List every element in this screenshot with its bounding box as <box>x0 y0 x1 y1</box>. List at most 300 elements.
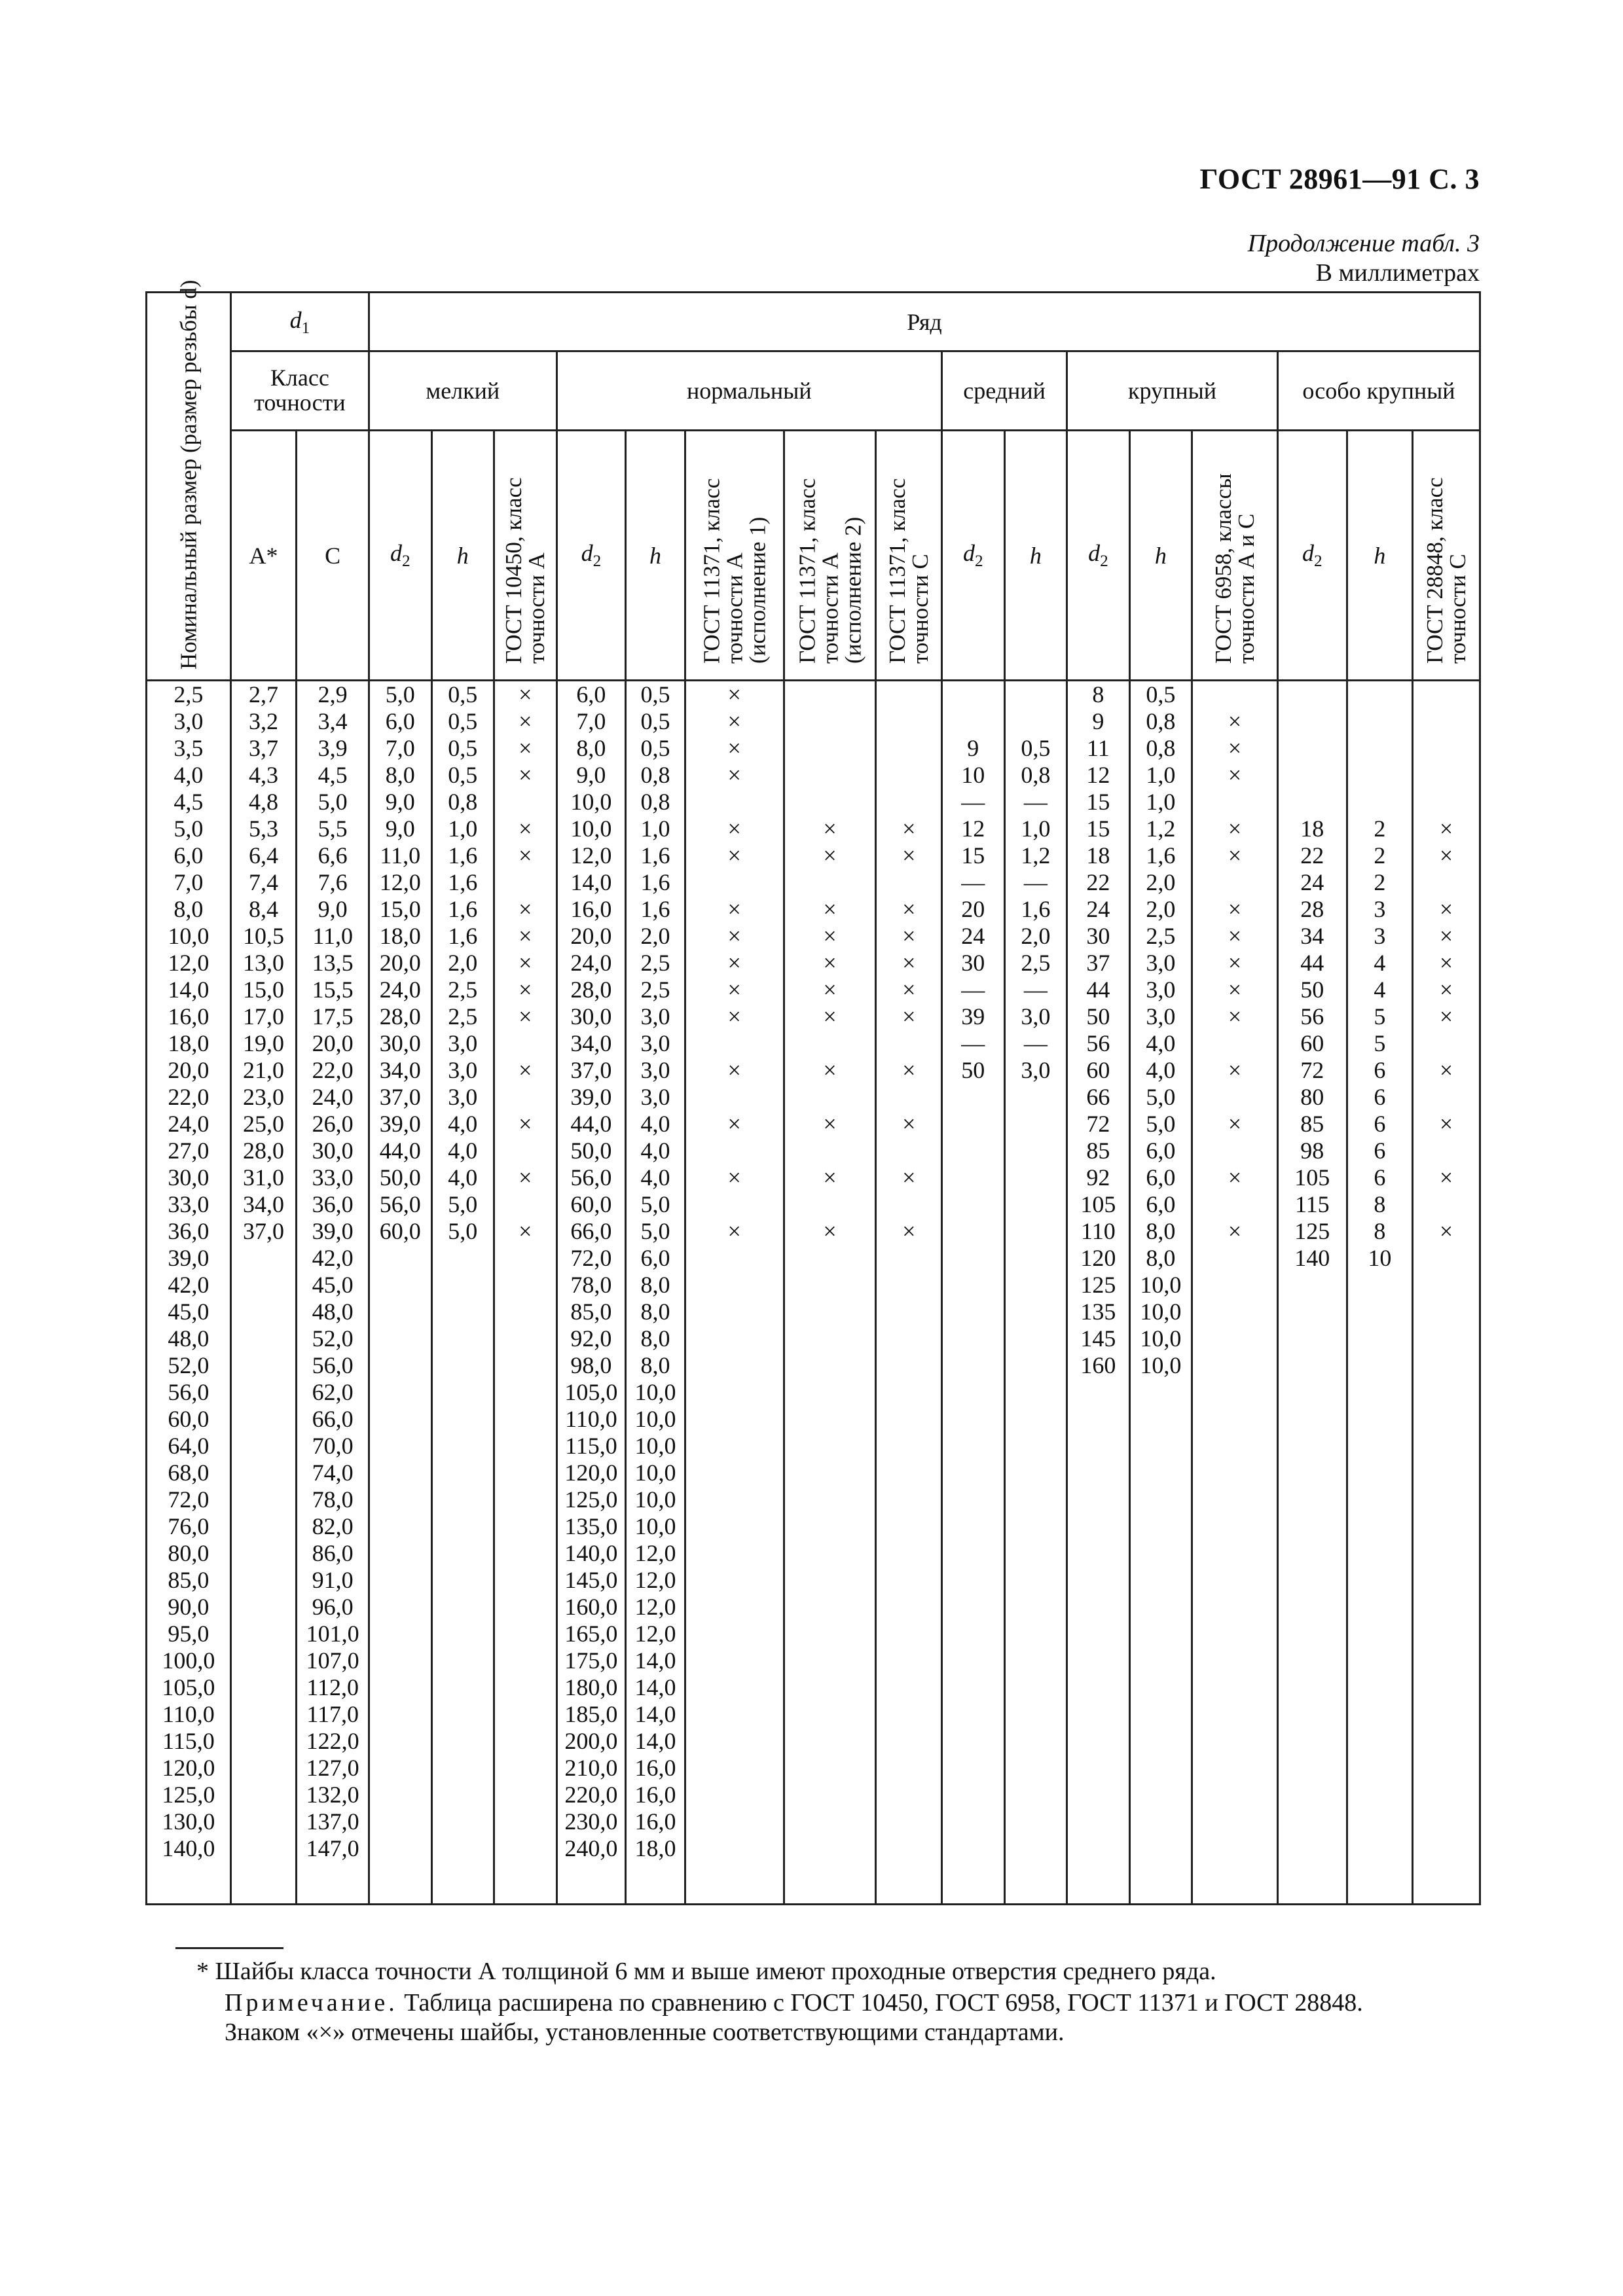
cell-large-h: 2,0 <box>1146 896 1176 922</box>
cell-nominal: 7,0 <box>173 869 204 895</box>
cell-norm-h: 0,5 <box>640 708 670 734</box>
cell-extra-h <box>1348 789 1412 816</box>
cell-c: 24,0 <box>312 1084 354 1110</box>
cell-fine-g <box>495 1191 556 1218</box>
cell-a: 2,7 <box>249 681 279 708</box>
footnote: * Шайбы класса точности А толщиной 6 мм и выше имеют проходные отверстия среднего ряда. <box>196 1958 1216 1985</box>
cell-med-h: — <box>1023 977 1048 1003</box>
cell-med-d2: 15 <box>961 842 985 869</box>
cell-norm-gc <box>877 1191 941 1218</box>
cell-c: 42,0 <box>312 1245 354 1271</box>
cell-a: 10,5 <box>243 923 285 949</box>
cell-extra-d2: 60 <box>1300 1030 1324 1056</box>
cell-nominal: 45,0 <box>168 1299 210 1325</box>
cell-fine-g: × <box>519 762 532 788</box>
cell-norm-gc <box>877 681 941 708</box>
cell-norm-d2: 120,0 <box>564 1460 618 1486</box>
cell-fine-d2: 15,0 <box>379 896 421 922</box>
cell-med-h: 1,6 <box>1021 896 1051 922</box>
cell-med-h: 2,5 <box>1021 950 1051 976</box>
row-header: Ряд <box>369 293 1480 351</box>
cell-nominal: 18,0 <box>168 1030 210 1056</box>
cell-norm-g1: × <box>727 1218 741 1244</box>
cell-c: 137,0 <box>306 1808 359 1835</box>
cell-fine-d2: 39,0 <box>379 1111 421 1137</box>
cell-med-h: 1,2 <box>1021 842 1051 869</box>
cell-a: 7,4 <box>249 869 279 895</box>
cell-large-h: 0,8 <box>1146 735 1176 761</box>
cell-norm-gc: × <box>902 816 916 842</box>
cell-norm-gc <box>877 1084 941 1111</box>
table-continuation: Продолжение табл. 3 <box>1247 230 1480 257</box>
cell-norm-h: 0,8 <box>640 789 670 815</box>
cell-nominal: 3,5 <box>173 735 204 761</box>
cell-norm-d2: 115,0 <box>565 1433 617 1459</box>
cell-extra-g: × <box>1439 1003 1453 1030</box>
cell-norm-h: 10,0 <box>634 1486 676 1513</box>
col-extra-h <box>1347 681 1413 1905</box>
cell-a: 4,3 <box>249 762 279 788</box>
cell-c: 36,0 <box>312 1191 354 1217</box>
cell-norm-gc: × <box>902 1111 916 1137</box>
cell-nominal: 16,0 <box>168 1003 210 1030</box>
cell-norm-d2: 175,0 <box>564 1647 618 1674</box>
cell-nominal: 48,0 <box>168 1325 210 1352</box>
cell-a: 19,0 <box>243 1030 285 1056</box>
group-normal: нормальный <box>556 351 941 431</box>
cell-c: 26,0 <box>312 1111 354 1137</box>
cell-norm-d2: 10,0 <box>570 816 612 842</box>
cell-nominal: 20,0 <box>168 1057 210 1083</box>
cell-c: 11,0 <box>312 923 353 949</box>
col-fine-gost <box>494 681 557 1905</box>
cell-large-d2: 24 <box>1086 896 1110 922</box>
cell-large-h: 3,0 <box>1146 1003 1176 1030</box>
cell-fine-g: × <box>519 950 532 976</box>
cell-nominal: 36,0 <box>168 1218 210 1244</box>
cell-med-d2: 50 <box>961 1057 985 1083</box>
cell-extra-h <box>1348 708 1412 735</box>
cell-fine-h: 1,6 <box>448 842 478 869</box>
cell-large-h: 1,0 <box>1146 789 1176 815</box>
cell-large-g: × <box>1228 923 1242 949</box>
cell-nominal: 10,0 <box>168 923 210 949</box>
cell-extra-d2: 140 <box>1294 1245 1330 1271</box>
cell-norm-g2: × <box>823 1111 837 1137</box>
cell-norm-d2: 30,0 <box>570 1003 612 1030</box>
nominal-size-header: Номинальный размер (размер резьбы d) <box>147 293 231 681</box>
cell-norm-d2: 135,0 <box>564 1513 618 1539</box>
cell-norm-g2 <box>785 869 875 896</box>
col-fine-h <box>431 681 494 1905</box>
cell-c: 5,0 <box>318 789 348 815</box>
cell-norm-d2: 8,0 <box>576 735 606 761</box>
cell-extra-h: 5 <box>1374 1030 1386 1056</box>
cell-med-d2: 24 <box>961 923 985 949</box>
cell-a: 4,8 <box>249 789 279 815</box>
cell-med-d2: — <box>961 1030 985 1056</box>
cell-norm-g1: × <box>727 735 741 761</box>
cell-norm-d2: 78,0 <box>570 1272 612 1298</box>
cell-nominal: 90,0 <box>168 1594 210 1620</box>
cell-large-d2: 44 <box>1086 977 1110 1003</box>
cell-norm-g2: × <box>823 1057 837 1083</box>
group-large: крупный <box>1067 351 1278 431</box>
cell-fine-g: × <box>519 1003 532 1030</box>
cell-large-h: 5,0 <box>1146 1111 1176 1137</box>
norm-gost11371-2-header: ГОСТ 11371, класс точности А (исполнение 2) <box>784 431 876 681</box>
note <box>225 1988 1501 2017</box>
cell-a: 31,0 <box>243 1164 285 1191</box>
cell-norm-g1: × <box>727 1164 741 1191</box>
cell-norm-g1: × <box>727 923 741 949</box>
cell-extra-g <box>1413 708 1479 735</box>
cell-fine-g <box>495 869 556 896</box>
cell-norm-d2: 110,0 <box>565 1406 617 1432</box>
cell-c: 147,0 <box>306 1835 359 1861</box>
cell-fine-h: 1,0 <box>448 816 478 842</box>
cell-med-h: 0,5 <box>1021 735 1051 761</box>
cell-c: 101,0 <box>306 1621 359 1647</box>
cell-nominal: 100,0 <box>162 1647 215 1674</box>
cell-extra-h <box>1348 681 1412 708</box>
cell-norm-gc: × <box>902 1218 916 1244</box>
cell-large-h: 1,2 <box>1146 816 1176 842</box>
cell-extra-g: × <box>1439 1057 1453 1083</box>
cell-fine-g <box>495 1138 556 1164</box>
col-norm-gost1 <box>685 681 784 1905</box>
cell-norm-g2: × <box>823 1164 837 1191</box>
col-fine-d2 <box>369 681 431 1905</box>
cell-large-h: 10,0 <box>1140 1272 1182 1298</box>
cell-c: 33,0 <box>312 1164 354 1191</box>
cell-norm-g1: × <box>727 708 741 734</box>
cell-norm-g1: × <box>727 842 741 869</box>
cell-large-h: 0,5 <box>1146 681 1176 708</box>
cell-norm-g1 <box>686 1191 783 1218</box>
cell-med-h: — <box>1023 789 1048 815</box>
cell-med-h <box>1006 708 1067 735</box>
cell-med-d2 <box>943 708 1004 735</box>
cell-c: 96,0 <box>312 1594 354 1620</box>
cell-med-h: — <box>1023 1030 1048 1056</box>
cell-large-g: × <box>1228 708 1242 734</box>
cell-fine-h: 1,6 <box>448 896 478 922</box>
cell-fine-h: 0,8 <box>448 789 478 815</box>
cell-a: 28,0 <box>243 1138 285 1164</box>
cell-extra-d2 <box>1279 762 1346 789</box>
cell-c: 132,0 <box>306 1782 359 1808</box>
cell-fine-d2: 44,0 <box>379 1138 421 1164</box>
cell-large-g: × <box>1228 1057 1242 1083</box>
cell-norm-h: 10,0 <box>634 1379 676 1405</box>
cell-med-h: — <box>1023 869 1048 895</box>
large-h-header: h <box>1129 431 1192 681</box>
cell-large-h: 1,0 <box>1146 762 1176 788</box>
cell-c: 45,0 <box>312 1272 354 1298</box>
cell-c: 70,0 <box>312 1433 354 1459</box>
cell-c: 86,0 <box>312 1540 354 1566</box>
cell-norm-d2: 165,0 <box>564 1621 618 1647</box>
cell-nominal: 12,0 <box>168 950 210 976</box>
cell-nominal: 30,0 <box>168 1164 210 1191</box>
cell-fine-g: × <box>519 816 532 842</box>
cell-a: 37,0 <box>243 1218 285 1244</box>
cell-norm-h: 8,0 <box>640 1325 670 1352</box>
cell-norm-gc <box>877 869 941 896</box>
cell-a: 15,0 <box>243 977 285 1003</box>
cell-extra-g <box>1413 762 1479 789</box>
cell-c: 9,0 <box>318 896 348 922</box>
large-d2-header: $d_2$ <box>1067 431 1130 681</box>
cell-large-g: × <box>1228 762 1242 788</box>
cell-med-h: 3,0 <box>1021 1003 1051 1030</box>
cell-norm-g1: × <box>727 681 741 708</box>
cell-norm-d2: 6,0 <box>576 681 606 708</box>
cell-norm-d2: 14,0 <box>570 869 612 895</box>
cell-med-d2: 9 <box>967 735 979 761</box>
col-nominal <box>147 681 231 1905</box>
col-large-h <box>1129 681 1192 1905</box>
cell-a: 17,0 <box>243 1003 285 1030</box>
cell-extra-h: 8 <box>1374 1218 1386 1244</box>
cell-norm-h: 16,0 <box>634 1808 676 1835</box>
cell-extra-g <box>1413 1191 1479 1218</box>
cell-large-d2: 145 <box>1080 1325 1116 1352</box>
cell-norm-gc <box>877 1030 941 1057</box>
cell-fine-g: × <box>519 923 532 949</box>
cell-norm-h: 8,0 <box>640 1352 670 1378</box>
cell-c: 7,6 <box>318 869 348 895</box>
footnote-rule <box>175 1947 283 1949</box>
cell-large-g: × <box>1228 977 1242 1003</box>
cell-a: 25,0 <box>243 1111 285 1137</box>
cell-extra-d2: 115 <box>1294 1191 1330 1217</box>
cell-med-d2: — <box>961 977 985 1003</box>
cell-nominal: 39,0 <box>168 1245 210 1271</box>
cell-med-d2: 12 <box>961 816 985 842</box>
cell-norm-g2 <box>785 762 875 789</box>
cell-nominal: 125,0 <box>162 1782 215 1808</box>
cell-extra-g: × <box>1439 842 1453 869</box>
cell-fine-h: 3,0 <box>448 1030 478 1056</box>
cell-norm-gc: × <box>902 1164 916 1191</box>
cell-norm-g1 <box>686 1138 783 1164</box>
cell-fine-d2: 30,0 <box>379 1030 421 1056</box>
cell-norm-g1: × <box>727 816 741 842</box>
cell-norm-gc: × <box>902 950 916 976</box>
cell-extra-g <box>1413 869 1479 896</box>
cell-c: 127,0 <box>306 1755 359 1781</box>
cell-c: 56,0 <box>312 1352 354 1378</box>
cell-norm-g2: × <box>823 1218 837 1244</box>
col-large-d2 <box>1067 681 1130 1905</box>
cell-nominal: 24,0 <box>168 1111 210 1137</box>
col-norm-d2 <box>556 681 626 1905</box>
cell-nominal: 120,0 <box>162 1755 215 1781</box>
cell-norm-d2: 60,0 <box>570 1191 612 1217</box>
cell-norm-g2 <box>785 735 875 762</box>
cell-fine-g: × <box>519 896 532 922</box>
cell-norm-d2: 210,0 <box>564 1755 618 1781</box>
cell-extra-g: × <box>1439 923 1453 949</box>
cell-extra-h: 2 <box>1374 816 1386 842</box>
cell-fine-g <box>495 1084 556 1111</box>
cell-large-h: 2,5 <box>1146 923 1176 949</box>
cell-large-d2: 9 <box>1092 708 1104 734</box>
col-large-gost <box>1192 681 1278 1905</box>
cell-fine-d2: 5,0 <box>385 681 415 708</box>
cell-extra-d2 <box>1279 789 1346 816</box>
cell-fine-h: 4,0 <box>448 1138 478 1164</box>
cell-med-h: 1,0 <box>1021 816 1051 842</box>
cell-c: 22,0 <box>312 1057 354 1083</box>
cell-nominal: 4,5 <box>173 789 204 815</box>
cell-norm-g1: × <box>727 762 741 788</box>
cell-norm-d2: 72,0 <box>570 1245 612 1271</box>
cell-norm-d2: 200,0 <box>564 1728 618 1754</box>
cell-large-d2: 66 <box>1086 1084 1110 1110</box>
cell-fine-g: × <box>519 842 532 869</box>
cell-norm-gc: × <box>902 842 916 869</box>
cell-fine-d2: 12,0 <box>379 869 421 895</box>
cell-extra-d2: 34 <box>1300 923 1324 949</box>
cell-extra-d2: 125 <box>1294 1218 1330 1244</box>
cell-extra-d2: 28 <box>1300 896 1324 922</box>
cell-norm-d2: 9,0 <box>576 762 606 788</box>
cell-c: 3,9 <box>318 735 348 761</box>
cell-c: 5,5 <box>318 816 348 842</box>
cell-fine-d2: 11,0 <box>380 842 421 869</box>
cell-large-h: 6,0 <box>1146 1191 1176 1217</box>
cell-norm-gc <box>877 762 941 789</box>
cell-norm-h: 3,0 <box>640 1030 670 1056</box>
cell-c: 17,5 <box>312 1003 354 1030</box>
cell-norm-g1 <box>686 1084 783 1111</box>
cell-nominal: 5,0 <box>173 816 204 842</box>
cell-nominal: 64,0 <box>168 1433 210 1459</box>
cell-fine-d2: 50,0 <box>379 1164 421 1191</box>
group-extra: особо крупный <box>1277 351 1480 431</box>
cell-norm-h: 14,0 <box>634 1701 676 1727</box>
cell-extra-d2: 44 <box>1300 950 1324 976</box>
cell-extra-d2 <box>1279 681 1346 708</box>
large-gost6958-header: ГОСТ 6958, классы точности А и С <box>1192 431 1278 681</box>
cell-fine-h: 4,0 <box>448 1111 478 1137</box>
cell-norm-h: 3,0 <box>640 1084 670 1110</box>
cell-large-d2: 160 <box>1080 1352 1116 1378</box>
cell-large-g <box>1193 789 1277 816</box>
cell-large-d2: 135 <box>1080 1299 1116 1325</box>
cell-norm-gc <box>877 1138 941 1164</box>
cell-fine-h: 2,5 <box>448 1003 478 1030</box>
cell-norm-d2: 66,0 <box>570 1218 612 1244</box>
cell-a: 21,0 <box>243 1057 285 1083</box>
sub-c: С <box>297 431 369 681</box>
cell-fine-d2: 8,0 <box>385 762 415 788</box>
cell-a: 3,7 <box>249 735 279 761</box>
cell-norm-g1: × <box>727 977 741 1003</box>
cell-large-g <box>1193 1030 1277 1057</box>
cell-fine-d2: 9,0 <box>385 816 415 842</box>
cell-norm-h: 4,0 <box>640 1138 670 1164</box>
cell-extra-h: 3 <box>1374 923 1386 949</box>
cell-norm-g2: × <box>823 896 837 922</box>
cell-fine-h: 5,0 <box>448 1218 478 1244</box>
cell-large-g: × <box>1228 1111 1242 1137</box>
cell-norm-g1: × <box>727 1003 741 1030</box>
cell-norm-g1 <box>686 789 783 816</box>
cell-norm-h: 10,0 <box>634 1406 676 1432</box>
cell-norm-h: 16,0 <box>634 1782 676 1808</box>
cell-a: 6,4 <box>249 842 279 869</box>
cell-large-g: × <box>1228 896 1242 922</box>
cell-fine-h: 2,5 <box>448 977 478 1003</box>
cell-large-g <box>1193 681 1277 708</box>
cell-norm-g2 <box>785 708 875 735</box>
cell-fine-h: 1,6 <box>448 923 478 949</box>
cell-fine-h: 0,5 <box>448 735 478 761</box>
cell-extra-d2: 105 <box>1294 1164 1330 1191</box>
cell-med-d2: — <box>961 789 985 815</box>
cell-large-d2: 12 <box>1086 762 1110 788</box>
cell-norm-g1: × <box>727 1057 741 1083</box>
cell-fine-d2: 20,0 <box>379 950 421 976</box>
cell-norm-h: 5,0 <box>640 1191 670 1217</box>
cell-norm-g2 <box>785 1030 875 1057</box>
cell-large-h: 8,0 <box>1146 1218 1176 1244</box>
cell-fine-h: 1,6 <box>448 869 478 895</box>
cell-nominal: 2,5 <box>173 681 204 708</box>
cell-norm-g1: × <box>727 950 741 976</box>
note-label: Примечание. <box>225 1989 398 2017</box>
cell-med-h: 3,0 <box>1021 1057 1051 1083</box>
cell-large-g <box>1193 869 1277 896</box>
cell-c: 30,0 <box>312 1138 354 1164</box>
cell-fine-h: 3,0 <box>448 1084 478 1110</box>
cell-large-g: × <box>1228 1164 1242 1191</box>
med-h-header: h <box>1004 431 1067 681</box>
cell-extra-d2: 24 <box>1300 869 1324 895</box>
cell-c: 48,0 <box>312 1299 354 1325</box>
cell-nominal: 80,0 <box>168 1540 210 1566</box>
cell-fine-d2: 9,0 <box>385 789 415 815</box>
cell-norm-h: 2,0 <box>640 923 670 949</box>
cell-norm-d2: 20,0 <box>570 923 612 949</box>
cell-norm-g2 <box>785 681 875 708</box>
cell-large-h: 2,0 <box>1146 869 1176 895</box>
cell-large-d2: 56 <box>1086 1030 1110 1056</box>
cell-extra-h: 3 <box>1374 896 1386 922</box>
sub-a: А* <box>230 431 297 681</box>
cell-norm-d2: 24,0 <box>570 950 612 976</box>
cell-norm-g1 <box>686 1030 783 1057</box>
cell-c: 62,0 <box>312 1379 354 1405</box>
cell-large-g <box>1193 1084 1277 1111</box>
cell-med-d2: 30 <box>961 950 985 976</box>
cell-norm-d2: 98,0 <box>570 1352 612 1378</box>
col-norm-gost2 <box>784 681 876 1905</box>
cell-extra-h: 4 <box>1374 977 1386 1003</box>
cell-large-g: × <box>1228 842 1242 869</box>
cell-norm-h: 2,5 <box>640 950 670 976</box>
cell-fine-g: × <box>519 1218 532 1244</box>
cell-extra-h: 4 <box>1374 950 1386 976</box>
cell-norm-d2: 12,0 <box>570 842 612 869</box>
cell-nominal: 140,0 <box>162 1835 215 1861</box>
cell-norm-h: 10,0 <box>634 1460 676 1486</box>
cell-large-d2: 22 <box>1086 869 1110 895</box>
